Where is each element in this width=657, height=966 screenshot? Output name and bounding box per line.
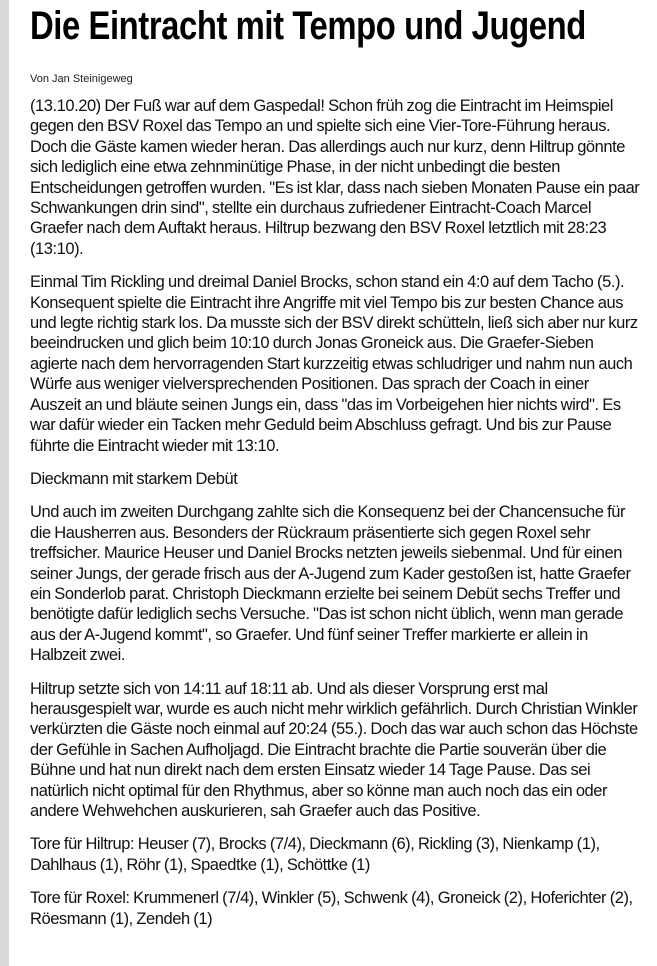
scorers-hiltrup: Tore für Hiltrup: Heuser (7), Brocks (7/4), Dieckmann (6), Rickling (3), Nienkamp (1), Dahlhaus (1), Röhr (1), Spaedtke (1), Schöttke (1)	[30, 835, 600, 874]
paragraph-first-half: Einmal Tim Rickling und dreimal Daniel Brocks, schon stand ein 4:0 auf dem Tacho (5.). Konsequent spielte die Eintracht ihre Angriffe mit viel Tempo bis zur besten Chance aus und legte richtig stark los. Da musste sich der BSV direkt schütteln, ließ sich aber nur kurz beeindrucken und glich beim 10:10 durch Jonas Groneick aus. Die Graefer-Sieben agierte nach dem hervorragenden Start kurzzeitig etwas schludriger und nahm nun auch Würfe aus weniger vielversprechenden Positionen. Das sprach der Coach in einer Auszeit an und bläute seinen Jungs ein, dass "das im Vorbeigehen hier nichts wird". Es war dafür wieder ein Tacken mehr Geduld beim Abschluss gefragt. Und bis zur Pause führte die Eintracht wieder mit 13:10.	[30, 273, 638, 455]
scorers-roxel: Tore für Roxel: Krummenerl (7/4), Winkler (5), Schwenk (4), Groneick (2), Hoferichter (2), Röesmann (1), Zendeh (1)	[30, 889, 633, 928]
article-title: Die Eintracht mit Tempo und Jugend	[30, 4, 586, 48]
paragraph-second-half: Und auch im zweiten Durchgang zahlte sich die Konsequenz bei der Chancensuche für die Hausherren aus. Besonders der Rückraum präsentierte sich gegen Roxel sehr treffsicher. Maurice Heuser und Daniel Brocks netzten jeweils siebenmal. Und für einen seiner Jungs, der gerade frisch aus der A-Jugend zum Kader gestoßen ist, hatte Graefer ein Sonderlob parat. Christoph Dieckmann erzielte bei seinem Debüt sechs Treffer und benötigte dafür lediglich sechs Versuche. "Das ist schon nicht üblich, wenn man gerade aus der A-Jugend kommt", so Graefer. Und fünf seiner Treffer markierte er allein in Halbzeit zwei.	[30, 503, 631, 665]
subheading: Dieckmann mit starkem Debüt	[30, 469, 238, 488]
left-edge-bar	[0, 0, 9, 966]
article-body	[30, 96, 642, 942]
paragraph-intro: (13.10.20) Der Fuß war auf dem Gaspedal! Schon früh zog die Eintracht im Heimspiel gegen den BSV Roxel das Tempo an und spielte sich eine Vier-Tore-Führung heraus. Doch die Gäste kamen wieder heran. Das allerdings auch nur kurz, denn Hiltrup gönnte sich lediglich eine etwa zehnminütige Phase, in der nicht unbedingt die besten Entscheidungen getroffen wurden. "Es ist klar, dass nach sieben Monaten Pause ein paar Schwankungen drin sind", stellte ein durchaus zufriedener Eintracht-Coach Marcel Graefer nach dem Auftakt heraus. Hiltrup bezwang den BSV Roxel letztlich mit 28:23 (13:10).	[30, 97, 640, 258]
article-byline: Von Jan Steinigeweg	[30, 73, 133, 85]
paragraph-final-phase: Hiltrup setzte sich von 14:11 auf 18:11 ab. Und als dieser Vorsprung erst mal herausgespielt war, wurde es auch nicht mehr wirklich gefährlich. Durch Christian Winkler verkürzten die Gäste noch einmal auf 20:24 (55.). Doch das war auch schon das Höchste der Gefühle in Sachen Aufholjagd. Die Eintracht brachte die Partie souverän über die Bühne und hat nun direkt nach dem ersten Einsatz wieder 14 Tage Pause. Das sei natürlich nicht optimal für den Rhythmus, aber so könne man auch noch das ein oder andere Wehwehchen auskurieren, sah Graefer auch das Positive.	[30, 679, 638, 820]
